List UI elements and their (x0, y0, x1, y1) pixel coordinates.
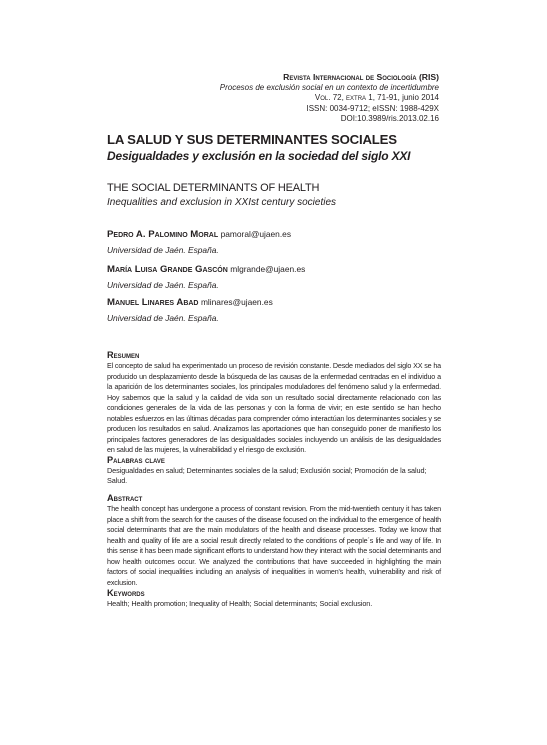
abstract-heading: Abstract (107, 493, 143, 503)
keywords-heading: Keywords (107, 588, 145, 598)
journal-name: Revista Internacional de Sociología (RIS) (283, 72, 439, 82)
article-title-en: THE SOCIAL DETERMINANTS OF HEALTH (107, 182, 320, 194)
journal-running-header (220, 72, 439, 125)
palabras-clave-heading: Palabras clave (107, 455, 165, 465)
article-subtitle-es: Desigualdades y exclusión en la sociedad del siglo XXI (107, 149, 411, 163)
author-email[interactable]: pamoral@ujaen.es (220, 229, 292, 239)
palabras-clave-text: Desigualdades en salud; Determinantes sociales de la salud; Exclusión social; Promoción de la salud; Salud. (107, 466, 427, 485)
abstract-text: The health concept has undergone a process of constant revision. From the mid-twentieth century it has taken place a shift from the search for the causes of the disease focused on the individual to the emergence of health social determinants that are the main modulators of the health and disease processes. Today we know that health and quality of life are a social result directly related to the conditions of people´s life and way of life. In this sense it has been made significant efforts to understand how they interact with the social determinants and how health outcomes occur. We analyzed the contributions that have succeeded in highlighting the main factors of social inequalities including an analysis of inequalities in women's health, vulnerability and risk of exclusion. (107, 505, 441, 587)
doi: DOI:10.3989/ris.2013.02.16 (340, 114, 439, 124)
article-subtitle-en: Inequalities and exclusion in XXIst century societies (107, 197, 337, 208)
author-name: Pedro A. Palomino Moral (107, 229, 219, 240)
author-affiliation: Universidad de Jaén. España. (107, 313, 219, 323)
article-title-es: LA SALUD Y SUS DETERMINANTES SOCIALES (107, 132, 397, 147)
resumen-heading: Resumen (107, 350, 140, 360)
author-1 (107, 229, 441, 240)
resumen-text: El concepto de salud ha experimentado un proceso de revisión constante. Desde mediados del siglo XX se ha producido un desplazamiento desde la búsqueda de las causas de la enfermedad centradas en el individuo a la aparición de los determinantes sociales, los principales moduladores del fenómeno salud y la enfermedad. Hoy sabemos que la salud y la calidad de vida son un resultado social directamente relacionado con las condiciones generales de la vida de las personas y con la forma de vivir; en este sentido se han hecho notables esfuerzos en las últimas décadas para comprender cómo interactúan los determinantes sociales y se producen los resultados en salud. Analizamos las aportaciones que han conseguido poner de manifiesto los principales factores generadores de las desigualdades sociales incluyendo un análisis de las desigualdades en salud de las mujeres, la vulnerabilidad y el riesgo de exclusión. (107, 362, 441, 454)
keywords-text: Health; Health promotion; Inequality of Health; Social determinants; Social exclusion. (107, 599, 373, 608)
pages-date: , 71-91, junio 2014 (372, 93, 439, 103)
author-name: María Luisa Grande Gascón (107, 264, 228, 275)
author-3 (107, 297, 441, 308)
volume-label: Vol. 72, extra 1 (314, 93, 373, 103)
author-email[interactable]: mlinares@ujaen.es (200, 297, 273, 307)
author-email[interactable]: mlgrande@ujaen.es (230, 264, 306, 274)
volume-info (220, 93, 439, 104)
author-name: Manuel Linares Abad (107, 297, 199, 308)
issn: ISSN: 0034-9712; eISSN: 1988-429X (306, 103, 439, 113)
author-affiliation: Universidad de Jaén. España. (107, 245, 219, 255)
author-2 (107, 264, 441, 275)
issue-title: Procesos de exclusión social en un contexto de incertidumbre (219, 82, 439, 92)
author-affiliation: Universidad de Jaén. España. (107, 280, 219, 290)
